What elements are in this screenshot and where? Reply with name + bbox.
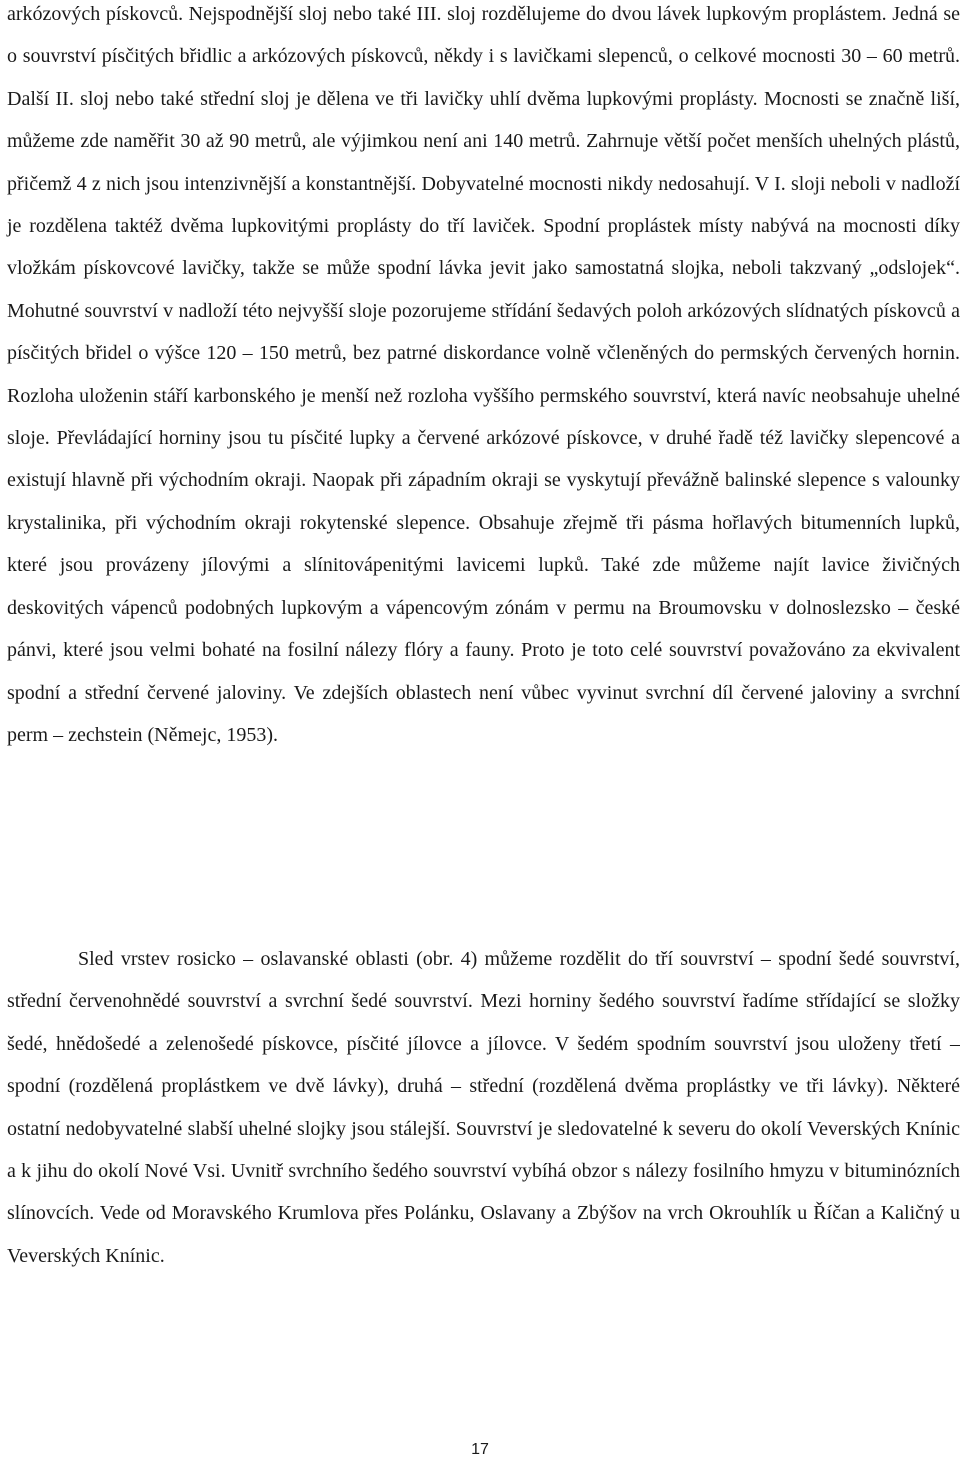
paragraph-strata-sequence (7, 938, 960, 1277)
paragraph-text-1: arkózových pískovců. Nejspodnější sloj nebo také III. sloj rozdělujeme do dvou lávek lupkovým proplástem. Jedná se o souvrství písčitých břidlic a arkózových pískovců, někdy i s lavičkami slepenců, o celkové mocnosti 30 – 60 metrů. Další II. sloj nebo také střední sloj je dělena ve tři lavičky uhlí dvěma lupkovými proplásty. Mocnosti se značně liší, můžeme zde naměřit 30 až 90 metrů, ale výjimkou není ani 140 metrů. Zahrnuje větší počet menších uhelných plástů, přičemž 4 z nich jsou intenzivnější a konstantnější. Dobyvatelné mocnosti nikdy nedosahují. V I. sloji neboli v nadloží je rozdělena taktéž dvěma lupkovitými proplásty do tří laviček. Spodní proplástek místy nabývá na mocnosti díky vložkám pískovcové lavičky, takže se může spodní lávka jevit jako samostatná slojka, neboli takzvaný „odslojek“. Mohutné souvrství v nadloží této nejvyšší sloje pozorujeme střídání šedavých poloh arkózových slídnatých pískovců a písčitých břidel o výšce 120 – 150 metrů, bez patrné diskordance volně včleněných do permských červených hornin. Rozloha uloženin stáří karbonského je menší než rozloha vyššího permského souvrství, která navíc neobsahuje uhelné sloje. Převládající horniny jsou tu písčité lupky a červené arkózové pískovce, v druhé řadě též lavičky slepencové a existují hlavně při východním okraji. Naopak při západním okraji se vyskytují převážně balinské slepence s valounky krystalinika, při východním okraji rokytenské slepence. Obsahuje zřejmě tři pásma hořlavých bitumenních lupků, které jsou provázeny jílovými a slínitovápenitými lavicemi lupků. Také zde můžeme najít lavice živičných deskovitých vápenců podobných lupkovým a vápencovým zónám v permu na Broumovsku v dolnoslezsko – české pánvi, které jsou velmi bohaté na fosilní nálezy flóry a fauny. Proto je toto celé souvrství považováno za ekvivalent spodní a střední červené jaloviny. Ve zdejších oblastech není vůbec vyvinut svrchní díl červené jaloviny a svrchní perm – zechstein (Němejc, 1953). (7, 3, 960, 746)
paragraph-continuation (7, 0, 960, 756)
page-number: 17 (471, 1441, 489, 1458)
paragraph-text-2: Sled vrstev rosicko – oslavanské oblasti (obr. 4) můžeme rozdělit do tří souvrství – spodní šedé souvrství, střední červenohnědé souvrství a svrchní šedé souvrství. Mezi horniny šedého souvrství řadíme střídající se složky šedé, hnědošedé a zelenošedé pískovce, písčité jílovce a jílovce. V šedém spodním souvrství jsou uloženy třetí – spodní (rozdělená proplástkem ve dvě lávky), druhá – střední (rozdělená dvěma proplástky ve tři lávky). Některé ostatní nedobyvatelné slabší uhelné slojky jsou stálejší. Souvrství je sledovatelné k severu do okolí Veverských Knínic a k jihu do okolí Nové Vsi. Uvnitř svrchního šedého souvrství vybíhá obzor s nálezy fosilního hmyzu v bituminózních slínovcích. Vede od Moravského Krumlova přes Polánku, Oslavany a Zbýšov na vrch Okrouhlík u Říčan a Kaličný u Veverských Knínic. (7, 948, 960, 1267)
